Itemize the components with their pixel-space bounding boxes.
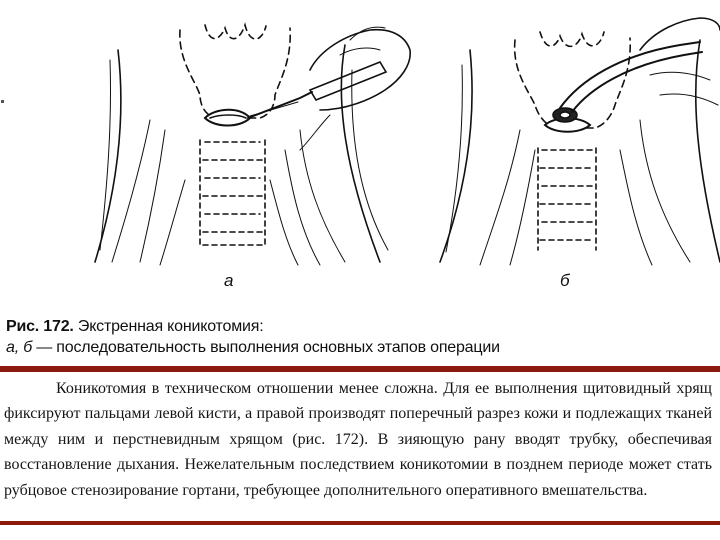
caption-desc: — последовательность выполнения основных этапов операции xyxy=(36,339,500,356)
divider-rule-top xyxy=(0,366,720,372)
caption-line-2 xyxy=(6,337,706,358)
caption-title: Экстренная коникотомия: xyxy=(77,318,264,335)
panel-b-label: б xyxy=(560,271,570,290)
figure-caption xyxy=(6,316,706,358)
panel-b-drawing xyxy=(440,18,720,265)
body-paragraph xyxy=(4,376,712,503)
caption-parts: а, б xyxy=(6,339,32,356)
body-paragraph-text: Коникотомия в техническом отношении менее сложна. Для ее выполнения щитовидный хрящ фиксируют пальцами левой кисти, а правой производят поперечный разрез кожи и подлежащих тканей между ним и перстневидным хрящом (рис. 172). В зияющую рану вводят трубку, обеспечивая восстановление дыхания. Нежелательным последствием коникотомии в позднем периоде может стать рубцовое стенозирование гортани, требующее дополнительного оперативного вмешательства. xyxy=(4,380,712,499)
caption-number: Рис. 172. xyxy=(6,318,74,335)
caption-line-1 xyxy=(6,316,706,337)
panel-a-label: а xyxy=(224,271,234,290)
divider-rule-bottom xyxy=(0,521,720,525)
panel-a-drawing xyxy=(95,25,410,265)
